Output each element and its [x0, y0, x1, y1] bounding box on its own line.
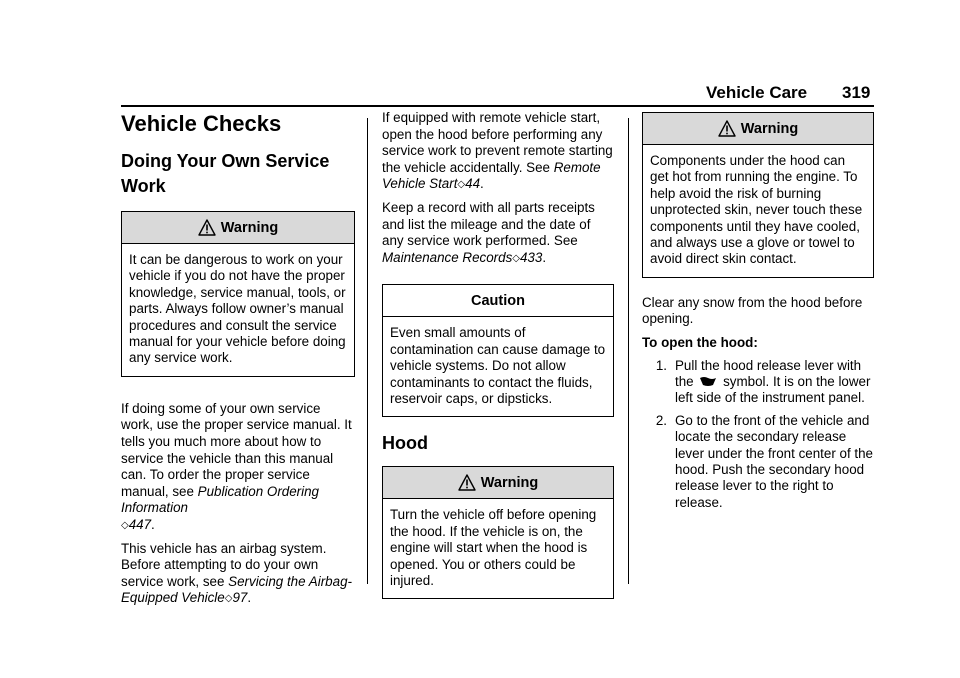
reference-arrow-icon: ◇	[224, 593, 233, 605]
paragraph: Clear any snow from the hood before opening.	[642, 294, 863, 327]
step-text: Go to the front of the vehicle and locate the secondary release lever under the front center of the hood. Push the secondary hood release lever to the right to release.	[675, 412, 874, 510]
column-2	[382, 110, 614, 599]
reference-arrow-icon: ◇	[121, 520, 129, 531]
warning-box-header	[643, 113, 873, 145]
caution-label: Caution	[471, 292, 525, 309]
header-rule	[121, 105, 874, 107]
warning-label: Warning	[480, 474, 539, 491]
punctuation: .	[151, 517, 155, 532]
cross-reference[interactable]: Maintenance Records	[382, 249, 513, 265]
cross-reference[interactable]: Servicing the Airbag-Equipped Vehicle	[121, 573, 352, 606]
warning-label: Warning	[220, 219, 279, 236]
column-1	[121, 110, 355, 608]
paragraph	[121, 541, 355, 608]
caution-box-header	[383, 285, 613, 317]
page-reference[interactable]: 44	[465, 176, 481, 192]
warning-icon	[458, 474, 476, 491]
caution-text: Even small amounts of contamination can cause damage to vehicle systems. Do not allow contaminants to contact the fluids, reservoir caps, or dipsticks.	[390, 325, 606, 406]
reference-arrow-icon: ◇	[457, 179, 466, 191]
warning-box-header	[122, 212, 354, 244]
hood-title: Hood	[382, 433, 428, 454]
paragraph-text: If doing some of your own service work, use the proper service manual. It tells you much more about how to service the vehicle than this manual can. To order the proper service manual, see	[121, 400, 352, 499]
page-reference[interactable]: 447	[128, 517, 152, 532]
cross-reference[interactable]: Remote Vehicle Start	[382, 159, 601, 192]
column-divider	[628, 118, 629, 584]
caution-box	[382, 284, 614, 417]
warning-icon	[718, 120, 736, 137]
step-number: 1.	[655, 357, 667, 373]
warning-text: It can be dangerous to work on your vehicle if you do not have the proper knowledge, service manual, tools, or parts. Always follow owner’s manual procedures and consult the service manual for your vehicle before doing any service work.	[129, 252, 346, 366]
reference-arrow-icon: ◇	[512, 252, 520, 264]
step-text-part: symbol. It is on the lower left side of the instrument panel.	[675, 374, 871, 406]
paragraph	[382, 200, 614, 267]
list-item	[642, 413, 874, 511]
warning-text: Components under the hood can get hot from running the engine. To help avoid the risk of burning unprotected skin, never touch these components until they have cooled, and always use a glove or towel to avoid direct skin contact.	[650, 153, 863, 267]
warning-icon	[198, 219, 216, 236]
step-text-part: Pull the hood release lever with the	[675, 357, 862, 390]
paragraph-text: Keep a record with all parts receipts and list the mileage and the date of any service work performed. See	[382, 199, 595, 249]
warning-text: Turn the vehicle off before opening the hood. If the vehicle is on, the engine will start when the hood is opened. You or others could be injured.	[390, 507, 597, 588]
page-number: 319	[842, 83, 871, 102]
column-3	[642, 110, 874, 511]
header-title: Vehicle Care	[706, 83, 808, 102]
punctuation: .	[247, 590, 252, 606]
steps-label: To open the hood:	[642, 335, 758, 351]
subsection-title: Doing Your Own Service Work	[121, 151, 330, 196]
paragraph-text: If equipped with remote vehicle start, open the hood before performing any service work to prevent remote starting the vehicle accidentally. See	[382, 110, 613, 175]
warning-box	[642, 112, 874, 278]
warning-label: Warning	[740, 120, 799, 137]
punctuation: .	[480, 176, 484, 192]
step-number: 2.	[655, 412, 667, 428]
paragraph	[382, 110, 614, 194]
page-reference[interactable]: 97	[232, 590, 248, 606]
warning-box-header	[383, 467, 613, 499]
warning-box	[121, 211, 355, 377]
list-item	[642, 358, 874, 407]
paragraph-text: This vehicle has an airbag system. Before attempting to do your own service work, see	[121, 540, 327, 589]
section-title: Vehicle Checks	[121, 111, 282, 136]
step-text	[675, 358, 874, 407]
paragraph	[121, 401, 355, 535]
column-divider	[367, 118, 368, 584]
page-reference[interactable]: 433	[519, 249, 543, 265]
cross-reference[interactable]: Publication Ordering Information	[121, 483, 319, 516]
warning-box	[382, 466, 614, 599]
punctuation: .	[542, 249, 547, 265]
car-hood-icon	[699, 375, 717, 387]
